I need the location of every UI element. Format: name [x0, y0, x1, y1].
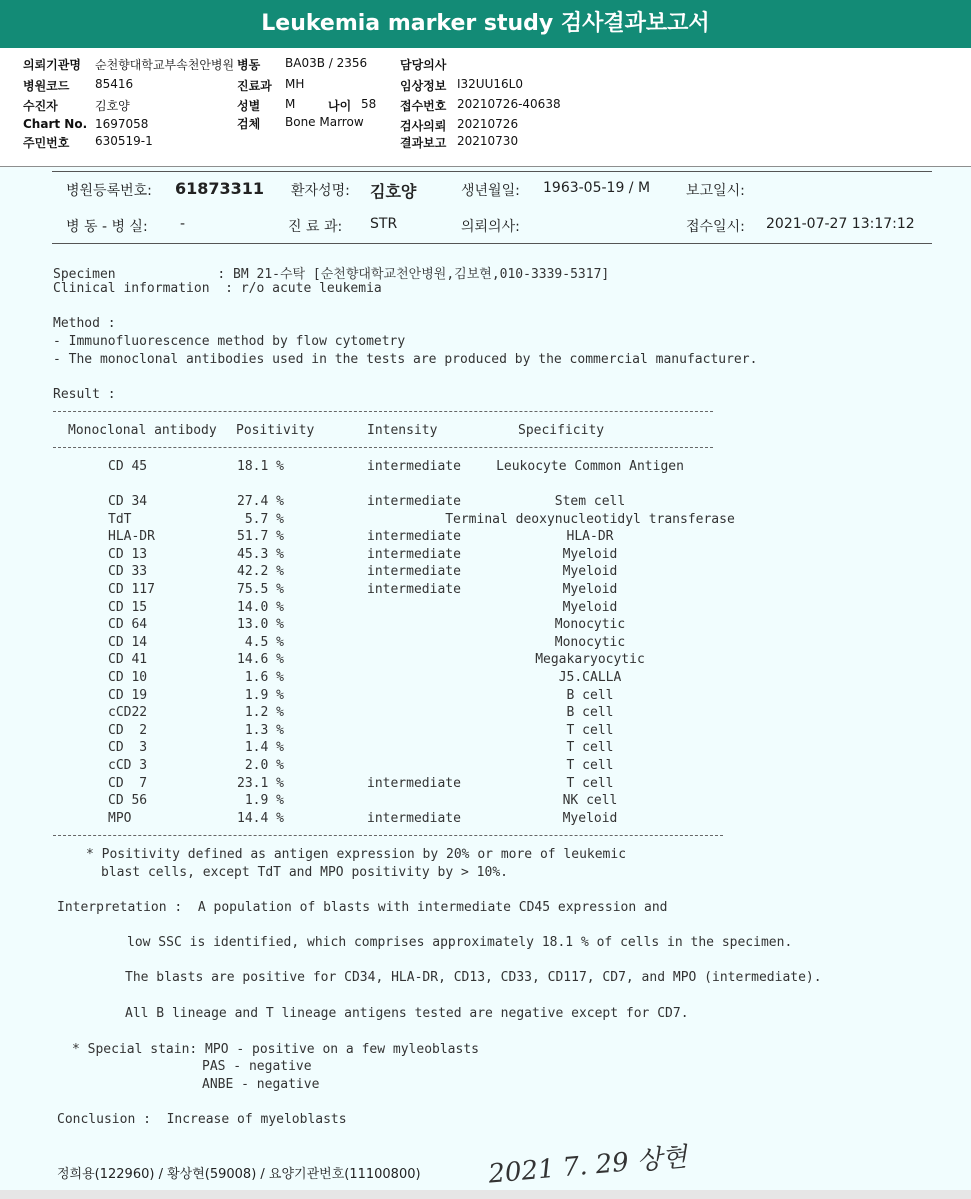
antibody-cell: CD 64 — [108, 617, 148, 633]
examinee-value: 김호양 — [95, 99, 130, 113]
positivity-cell: 1.6 % — [244, 670, 284, 685]
antibody-cell: CD 14 — [108, 634, 148, 650]
interpretation-4: All B lineage and T lineage antigens tested are negative except for CD7. — [125, 1006, 689, 1021]
positivity-cell: 14.6 % — [237, 652, 284, 668]
reg-no-label: 병원등록번호: — [66, 183, 152, 199]
antibody-cell: cCD22 — [108, 705, 148, 721]
antibody-cell: CD 3 — [108, 740, 148, 756]
positivity-cell: 13.0 % — [237, 617, 284, 633]
positivity-cell: 51.7 % — [237, 529, 284, 545]
antibody-cell: CD 19 — [108, 687, 148, 703]
ward-label: 병동 — [237, 58, 261, 72]
antibody-cell: CD 15 — [108, 599, 148, 615]
top-rule — [52, 171, 932, 172]
specificity-cell: HLA-DR — [566, 529, 614, 545]
report-date-value: 20210730 — [457, 134, 519, 148]
patient-name-value: 김호양 — [370, 182, 417, 201]
interpretation-1: Interpretation : A population of blasts with intermediate CD45 expression and — [57, 900, 668, 915]
intensity-cell: intermediate — [367, 546, 461, 562]
report-title: Leukemia marker study 검사결과보고서 — [0, 0, 971, 48]
positivity-note-1: * Positivity defined as antigen expression by 20% or more of leukemic — [86, 847, 627, 862]
intensity-cell: intermediate — [367, 494, 461, 509]
clinical-info-value: I32UU16L0 — [457, 77, 523, 91]
chart-no-label: Chart No. — [23, 117, 88, 131]
age-label: 나이 — [328, 99, 352, 113]
positivity-cell: 1.3 % — [244, 722, 284, 738]
patient-rule — [52, 243, 932, 244]
positivity-cell: 14.0 % — [237, 599, 284, 615]
received-time-value: 2021-07-27 13:17:12 — [766, 216, 915, 232]
table-top-rule — [53, 411, 713, 412]
intensity-cell: intermediate — [367, 582, 461, 597]
examinee-label: 수진자 — [23, 99, 58, 113]
department-value: MH — [285, 77, 305, 91]
specificity-cell: T cell — [566, 722, 614, 738]
col-header-positivity: Positivity — [236, 423, 315, 438]
specificity-cell: NK cell — [562, 793, 618, 809]
scanned-report — [0, 167, 971, 1190]
antibody-cell: CD 56 — [108, 793, 148, 809]
antibody-cell: CD 45 — [108, 459, 148, 474]
department-label: 진료과 — [237, 79, 272, 93]
sex-label: 성별 — [237, 99, 261, 113]
specificity-cell: Myeloid — [562, 582, 618, 597]
receipt-no-label: 접수번호 — [400, 99, 447, 113]
specificity-cell: Leukocyte Common Antigen — [496, 459, 684, 474]
specificity-cell: J5.CALLA — [558, 670, 622, 685]
antibody-cell: HLA-DR — [108, 529, 155, 545]
table-bottom-rule — [53, 835, 723, 836]
positivity-cell: 5.7 % — [244, 511, 284, 527]
hospital-code-label: 병원코드 — [23, 79, 70, 93]
intensity-cell: intermediate — [367, 459, 461, 474]
positivity-note-2: blast cells, except TdT and MPO positivity by > 10%. — [101, 865, 508, 880]
specimen-type-value: Bone Marrow — [285, 115, 364, 129]
antibody-cell: CD 33 — [108, 564, 148, 580]
table-header-rule — [53, 447, 713, 448]
interpretation-3: The blasts are positive for CD34, HLA-DR, CD13, CD33, CD117, CD7, and MPO (intermediate). — [125, 970, 822, 985]
positivity-cell: 14.4 % — [237, 810, 284, 826]
specificity-cell: Monocytic — [554, 617, 626, 633]
specificity-cell: Myeloid — [562, 810, 618, 826]
positivity-cell: 27.4 % — [237, 494, 284, 509]
receipt-no-value: 20210726-40638 — [457, 97, 561, 111]
clinical-info-line: Clinical information : r/o acute leukemia — [53, 281, 382, 296]
antibody-cell: CD 117 — [108, 582, 155, 597]
antibody-cell: MPO — [108, 810, 132, 826]
report-date-label: 결과보고 — [400, 136, 447, 150]
method-line-2: - The monoclonal antibodies used in the tests are produced by the commercial manufacturer. — [53, 352, 758, 367]
method-title: Method : — [53, 316, 116, 331]
specificity-cell: Megakaryocytic — [535, 652, 645, 668]
chart-no-value: 1697058 — [95, 117, 149, 131]
footer-signers: 정희용(122960) / 황상현(59008) / 요양기관번호(11100800) — [57, 1167, 421, 1182]
positivity-cell: 1.4 % — [244, 740, 284, 756]
dob-value: 1963-05-19 / M — [543, 180, 651, 196]
antibody-cell: cCD 3 — [108, 758, 148, 773]
positivity-cell: 1.9 % — [244, 793, 284, 809]
result-title: Result : — [53, 387, 116, 402]
handwritten-signature: 2021 7. 29 상현 — [487, 1142, 689, 1190]
dept-value: STR — [370, 216, 398, 232]
specimen-line: Specimen : BM 21-수탁 [순천향대학교천안병원,김보현,010-3339-5317] — [53, 267, 610, 282]
intensity-cell: intermediate — [367, 564, 461, 580]
specificity-cell: T cell — [566, 775, 614, 791]
positivity-cell: 75.5 % — [237, 582, 284, 597]
intensity-cell: intermediate — [367, 529, 461, 545]
special-stain-mpo: * Special stain: MPO - positive on a few myleoblasts — [72, 1042, 479, 1057]
hospital-code-value: 85416 — [95, 77, 134, 91]
antibody-cell: CD 10 — [108, 670, 148, 685]
positivity-cell: 4.5 % — [244, 634, 284, 650]
reg-no-value: 61873311 — [175, 179, 265, 198]
request-date-label: 검사의뢰 — [400, 119, 447, 133]
patient-name-label: 환자성명: — [291, 183, 350, 199]
positivity-cell: 23.1 % — [237, 775, 284, 791]
special-stain-pas: PAS - negative — [202, 1059, 312, 1074]
specificity-cell: Myeloid — [562, 564, 618, 580]
positivity-cell: 1.9 % — [244, 687, 284, 703]
antibody-cell: TdT — [108, 511, 132, 527]
specificity-cell: T cell — [566, 758, 614, 773]
resident-no-label: 주민번호 — [23, 136, 70, 150]
special-stain-anbe: ANBE - negative — [202, 1077, 320, 1092]
sex-value: M — [285, 97, 296, 111]
dept-label: 진 료 과: — [288, 219, 343, 235]
specificity-cell: B cell — [566, 687, 614, 703]
bottom-edge — [0, 1190, 971, 1199]
col-header-specificity: Specificity — [518, 423, 605, 438]
age-value: 58 — [361, 97, 377, 111]
report-time-label: 보고일시: — [686, 183, 745, 199]
request-info-header — [0, 48, 971, 167]
positivity-cell: 42.2 % — [237, 564, 284, 580]
interpretation-2: low SSC is identified, which comprises approximately 18.1 % of cells in the specimen. — [127, 935, 793, 950]
ward-room-value: - — [180, 216, 186, 232]
intensity-cell: intermediate — [367, 810, 461, 826]
specificity-cell: Myeloid — [562, 599, 618, 615]
referring-doctor-label: 의뢰의사: — [461, 219, 520, 235]
positivity-cell: 1.2 % — [244, 705, 284, 721]
specificity-cell: B cell — [566, 705, 614, 721]
ward-value: BA03B / 2356 — [285, 56, 368, 70]
col-header-antibody: Monoclonal antibody — [68, 423, 217, 438]
resident-no-value: 630519-1 — [95, 134, 153, 148]
specificity-cell: T cell — [566, 740, 614, 756]
antibody-cell: CD 7 — [108, 775, 148, 791]
dob-label: 생년월일: — [461, 183, 520, 199]
antibody-cell: CD 41 — [108, 652, 148, 668]
specificity-cell: Myeloid — [562, 546, 618, 562]
specificity-cell: Terminal deoxynucleotidyl transferase — [445, 511, 735, 527]
specificity-cell: Stem cell — [554, 494, 626, 509]
method-line-1: - Immunofluorescence method by flow cytometry — [53, 334, 406, 349]
antibody-cell: CD 34 — [108, 494, 148, 509]
specificity-cell: Monocytic — [554, 634, 626, 650]
antibody-cell: CD 2 — [108, 722, 148, 738]
positivity-cell: 2.0 % — [244, 758, 284, 773]
hospital-name-value: 순천향대학교부속천안병원 — [95, 58, 235, 72]
received-time-label: 접수일시: — [686, 219, 745, 235]
clinical-info-label: 임상정보 — [400, 79, 447, 93]
hospital-name-label: 의뢰기관명 — [23, 58, 81, 72]
specimen-type-label: 검체 — [237, 117, 261, 131]
ward-room-label: 병 동 - 병 실: — [66, 219, 148, 235]
positivity-cell: 45.3 % — [237, 546, 284, 562]
col-header-intensity: Intensity — [367, 423, 438, 438]
physician-label: 담당의사 — [400, 58, 447, 72]
intensity-cell: intermediate — [367, 775, 461, 791]
positivity-cell: 18.1 % — [237, 459, 284, 474]
antibody-cell: CD 13 — [108, 546, 148, 562]
request-date-value: 20210726 — [457, 117, 519, 131]
conclusion: Conclusion : Increase of myeloblasts — [57, 1112, 347, 1127]
